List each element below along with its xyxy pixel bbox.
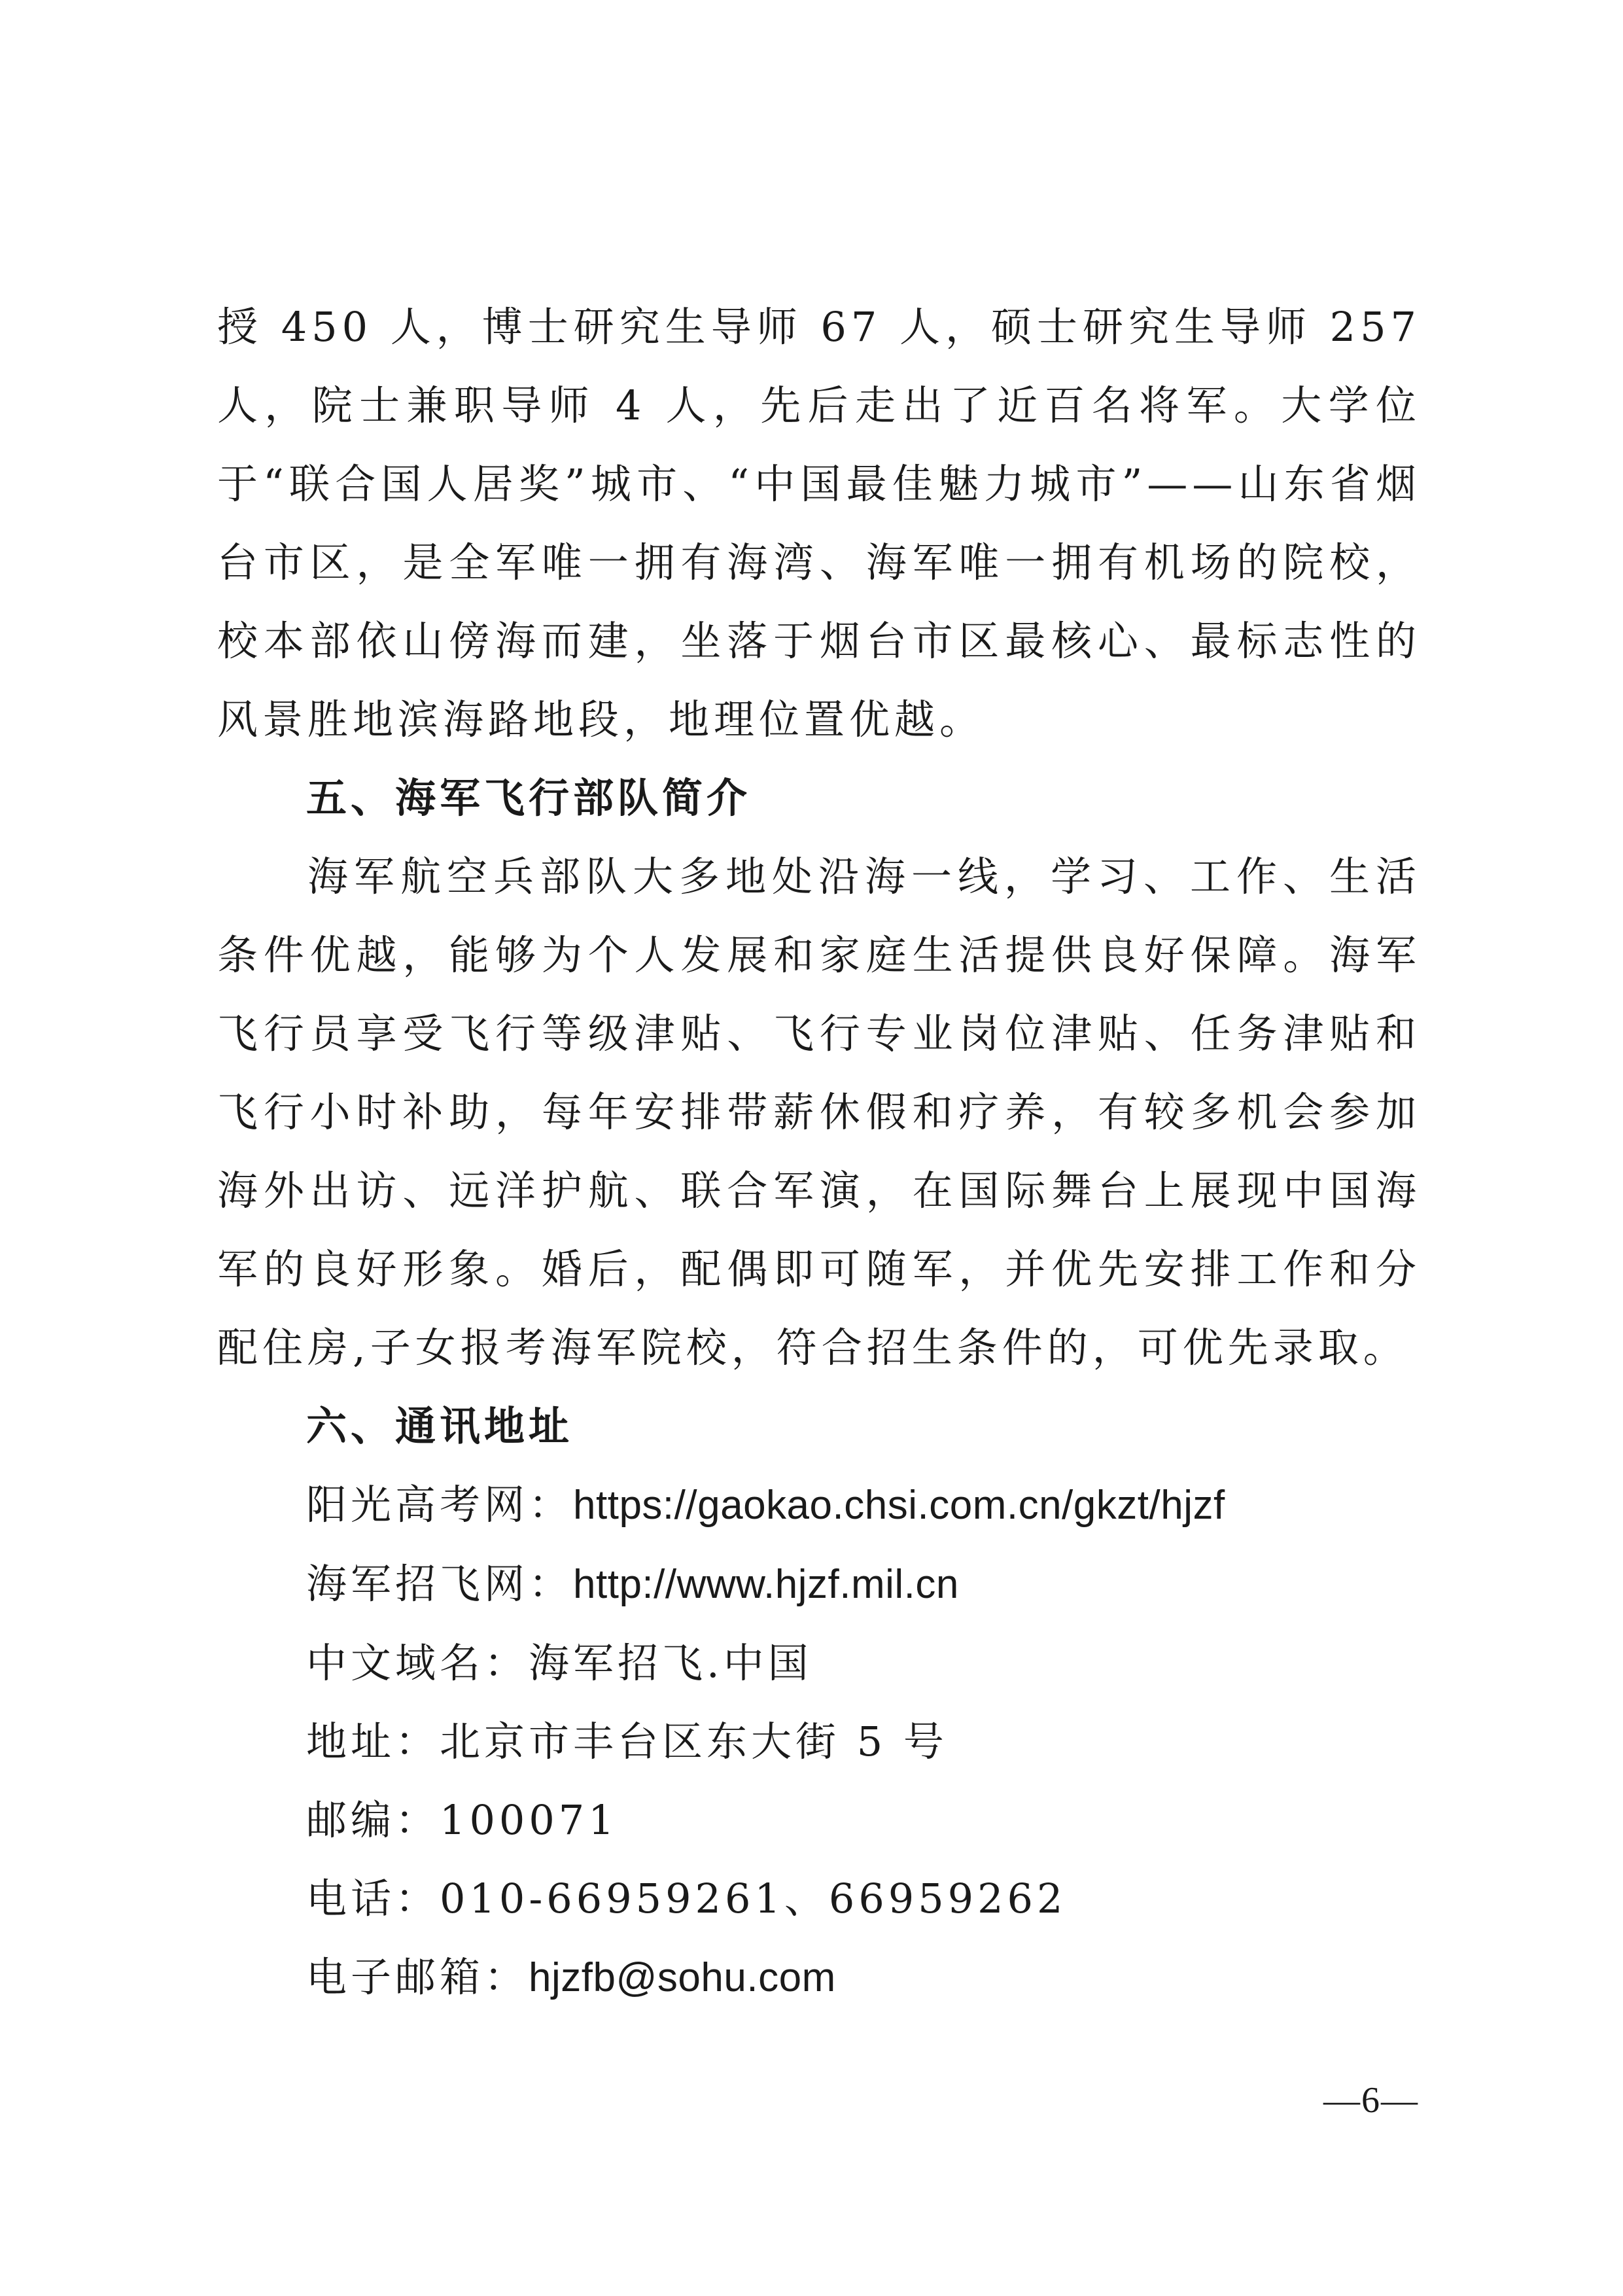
- contact-navy-website: [217, 1545, 1421, 1624]
- contact-address: [217, 1703, 1421, 1781]
- contact-email: [217, 1938, 1421, 2017]
- section-5-paragraph: [217, 838, 1421, 1387]
- page-content: [217, 288, 1421, 2017]
- phone-label: 电话：: [306, 1875, 440, 1922]
- postcode-value: 100071: [440, 1796, 618, 1844]
- section-5-heading: 五、海军飞行部队简介: [306, 774, 752, 822]
- contact-postcode: [217, 1781, 1421, 1860]
- phone-value: 010-66959261、66959262: [440, 1875, 1067, 1922]
- address-value: 北京市丰台区东大街 5 号: [440, 1718, 948, 1765]
- contact-phone: [217, 1860, 1421, 1938]
- domain-label: 中文域名：: [306, 1639, 529, 1687]
- intro-paragraph: 授 450 人，博士研究生导师 67 人，硕士研究生导师 257 人，院士兼职导师 4 人，先后走出了近百名将军。大学位于“联合国人居奖”城市、“中国最佳魅力城市”——山东省烟台市区，是全军唯一拥有海湾、海军唯一拥有机场的院校，校本部依山傍海而建，坐落于烟台市区最核心、最标志性的风景胜地滨海路地段，地理位置优越。: [217, 303, 1421, 743]
- contact-sunshine-website: [217, 1466, 1421, 1545]
- sunshine-url: https://gaokao.chsi.com.cn/gkzt/hjzf: [573, 1483, 1225, 1528]
- email-value: hjzfb@sohu.com: [529, 1955, 836, 2000]
- section-6-heading: 六、通讯地址: [306, 1402, 574, 1450]
- sunshine-label: 阳光高考网：: [306, 1481, 574, 1528]
- domain-value: 海军招飞.中国: [529, 1639, 812, 1687]
- section-5-text: 海军航空兵部队大多地处沿海一线，学习、工作、生活条件优越，能够为个人发展和家庭生活提供良好保障。海军飞行员享受飞行等级津贴、飞行专业岗位津贴、任务津贴和飞行小时补助，每年安排带薪休假和疗养，有较多机会参加海外出访、远洋护航、联合军演，在国际舞台上展现中国海军的良好形象。婚后，配偶即可随军，并优先安排工作和分配住房,子女报考海军院校，符合招生条件的，可优先录取。: [217, 853, 1421, 1371]
- navy-label: 海军招飞网：: [306, 1560, 574, 1608]
- address-label: 地址：: [306, 1718, 440, 1765]
- contact-chinese-domain: [217, 1624, 1421, 1703]
- page-number: —6—: [1323, 2080, 1419, 2121]
- postcode-label: 邮编：: [306, 1796, 440, 1844]
- navy-url: http://www.hjzf.mil.cn: [573, 1562, 959, 1607]
- email-label: 电子邮箱：: [306, 1953, 529, 2001]
